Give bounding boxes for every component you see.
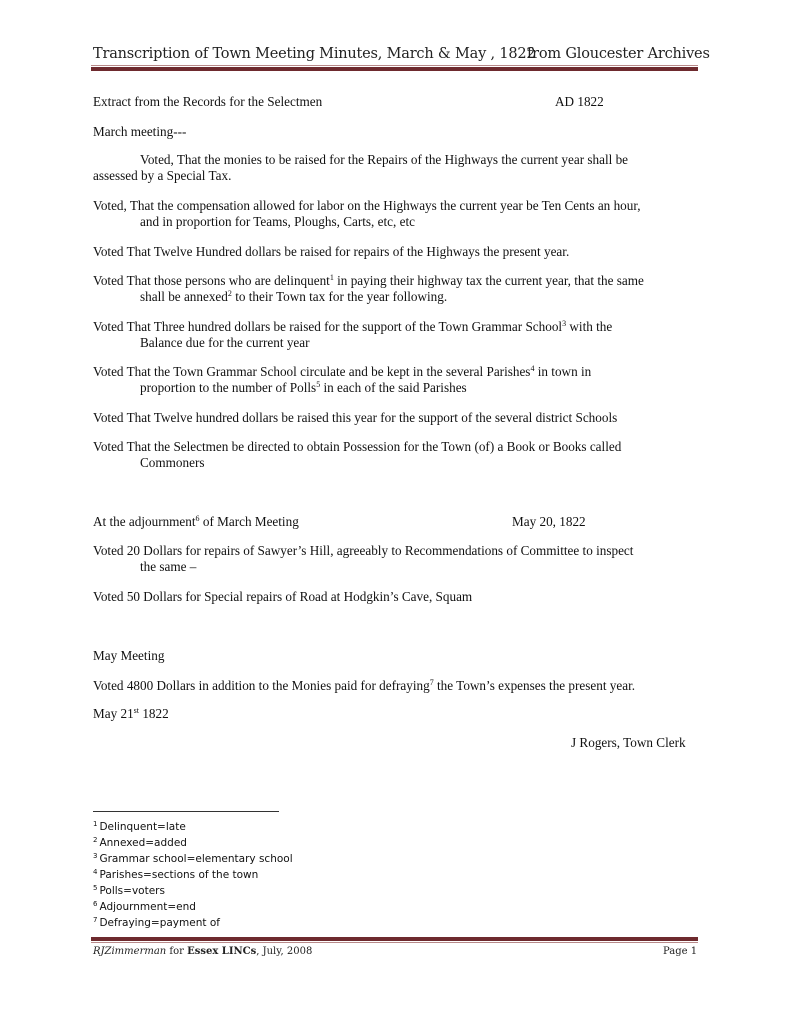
text: to their Town tax for the year following. (231, 289, 448, 304)
text: in paying their highway tax the current year, that the same (333, 273, 644, 288)
footnote-ref: 7 (429, 678, 434, 687)
text: May 21 (93, 706, 134, 721)
footnote-number: 3 (93, 852, 98, 860)
footnote-ref: 3 (562, 319, 567, 328)
text: the Town’s expenses the present year. (433, 678, 636, 693)
vote-paragraph (93, 410, 703, 426)
footnotes (93, 819, 293, 931)
vote-paragraph (93, 364, 703, 396)
footnote-text: Delinquent=late (99, 821, 186, 833)
text: At the adjournment (93, 514, 196, 529)
vote-line: Voted, That the monies to be raised for the Repairs of the Highways the current year shall be (140, 152, 629, 167)
page-number: Page 1 (663, 946, 698, 957)
ordinal-suffix: st (133, 706, 140, 715)
text: with the (566, 319, 613, 334)
text: 1822 (139, 706, 169, 721)
header-source: from Gloucester Archives (527, 46, 710, 62)
text: Voted That those persons who are delinquent (93, 273, 330, 288)
header-rule-thin (91, 65, 698, 66)
footnote-ref: 6 (195, 514, 200, 523)
footnote-text: Adjournment=end (99, 901, 196, 913)
vote-line (93, 319, 703, 335)
vote-line: the same – (140, 559, 197, 574)
footnote-number: 4 (93, 868, 98, 876)
vote-line: Balance due for the current year (140, 335, 310, 350)
footer-credit (93, 946, 312, 957)
vote-line (93, 380, 703, 396)
footnote (93, 819, 293, 835)
adjournment-date: May 20, 1822 (512, 514, 586, 529)
vote-line: Commoners (140, 455, 205, 470)
extract-line: Extract from the Records for the Selectmen (93, 94, 323, 109)
may-date (93, 706, 169, 722)
footnote-text: Polls=voters (99, 885, 165, 897)
vote-paragraph (93, 244, 703, 260)
vote-line: Voted That Twelve Hundred dollars be raised for repairs of the Highways the present year. (93, 244, 570, 259)
footnote (93, 915, 293, 931)
vote-line: Voted, That the compensation allowed for labor on the Highways the current year be Ten Cents an hour, (93, 198, 641, 213)
footnote-text: Grammar school=elementary school (99, 853, 293, 865)
footnote-ref: 1 (329, 273, 334, 282)
vote-line: assessed by a Special Tax. (93, 168, 232, 183)
vote-paragraph (93, 152, 703, 184)
footer-date: , July, 2008 (256, 946, 313, 957)
text: for (166, 946, 188, 957)
vote-paragraph (93, 439, 703, 471)
footnote-ref: 5 (316, 380, 321, 389)
vote-paragraph (93, 198, 703, 230)
may-meeting-heading: May Meeting (93, 648, 165, 663)
text: proportion to the number of Polls (140, 380, 317, 395)
footnote-text: Annexed=added (99, 837, 187, 849)
text: of March Meeting (199, 514, 299, 529)
footnote-ref: 2 (227, 289, 232, 298)
vote-line: Voted 20 Dollars for repairs of Sawyer’s Hill, agreeably to Recommendations of Committee to inspect (93, 543, 634, 558)
vote-line (93, 289, 703, 305)
header-rule-thick (91, 67, 698, 71)
text: Voted That the Town Grammar School circulate and be kept in the several Parishes (93, 364, 531, 379)
vote-line (93, 273, 703, 289)
text: in town in (534, 364, 592, 379)
organization: Essex LINCs (187, 946, 257, 957)
vote-paragraph (93, 273, 703, 305)
footnote-text: Parishes=sections of the town (99, 869, 259, 881)
footnote-number: 1 (93, 820, 98, 828)
footer-rule-thin (91, 942, 698, 943)
footnote-number: 2 (93, 836, 98, 844)
footnote-ref: 4 (530, 364, 535, 373)
vote-paragraph (93, 543, 703, 575)
vote-line: Voted That the Selectmen be directed to obtain Possession for the Town (of) a Book or Books called (93, 439, 622, 454)
footnote (93, 867, 293, 883)
text: Voted That Three hundred dollars be raised for the support of the Town Grammar School (93, 319, 563, 334)
vote-line: and in proportion for Teams, Ploughs, Carts, etc, etc (140, 214, 415, 229)
footnote-text: Defraying=payment of (99, 917, 220, 929)
footnote (93, 851, 293, 867)
author: RJZimmerman (93, 946, 167, 957)
text: shall be annexed (140, 289, 228, 304)
vote-line (93, 364, 703, 380)
vote-line: Voted 50 Dollars for Special repairs of Road at Hodgkin’s Cave, Squam (93, 589, 473, 604)
text: Voted 4800 Dollars in addition to the Monies paid for defraying (93, 678, 430, 693)
march-heading: March meeting--- (93, 124, 187, 139)
footnote-number: 6 (93, 900, 98, 908)
vote-line: Voted That Twelve hundred dollars be raised this year for the support of the several district Schools (93, 410, 618, 425)
header-title: Transcription of Town Meeting Minutes, March & May , 1822 (93, 46, 536, 62)
footnote (93, 899, 293, 915)
vote-paragraph (93, 319, 703, 351)
year-label: AD 1822 (555, 94, 604, 109)
signature: J Rogers, Town Clerk (571, 735, 686, 750)
adjournment-heading (93, 514, 299, 530)
footnote (93, 835, 293, 851)
vote-paragraph (93, 589, 703, 605)
footnote (93, 883, 293, 899)
footnote-separator (93, 811, 279, 812)
footnote-number: 7 (93, 916, 98, 924)
footnote-number: 5 (93, 884, 98, 892)
footer-rule-thick (91, 937, 698, 941)
may-vote (93, 678, 635, 694)
text: in each of the said Parishes (320, 380, 467, 395)
